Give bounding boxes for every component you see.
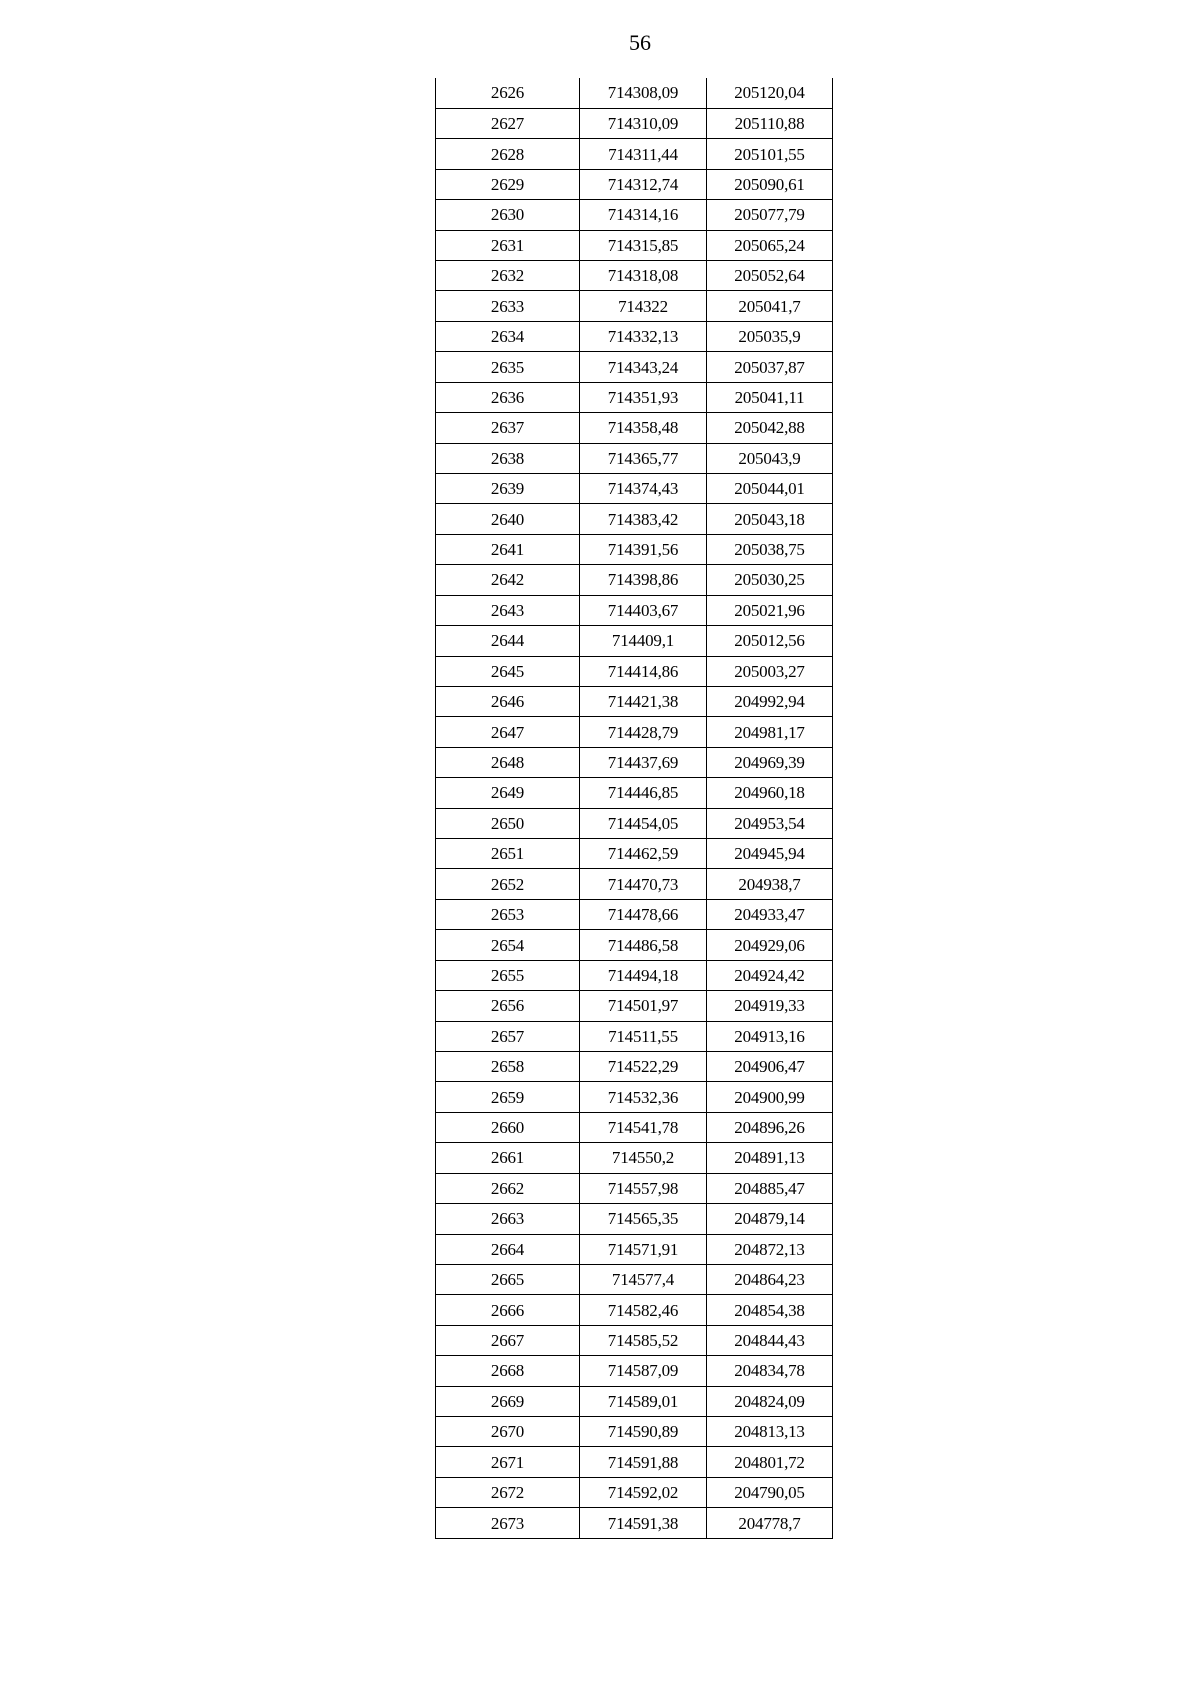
x-coordinate-cell: 714478,66: [580, 899, 707, 929]
coordinates-table: [435, 78, 833, 1539]
point-number-cell: 2657: [436, 1021, 580, 1051]
table-row: [436, 565, 833, 595]
point-number-cell: 2669: [436, 1386, 580, 1416]
x-coordinate-cell: 714582,46: [580, 1295, 707, 1325]
table-row: [436, 1143, 833, 1173]
point-number-cell: 2649: [436, 778, 580, 808]
point-number-cell: 2630: [436, 200, 580, 230]
table-row: [436, 108, 833, 138]
point-number-cell: 2668: [436, 1356, 580, 1386]
point-number-cell: 2664: [436, 1234, 580, 1264]
point-number-cell: 2629: [436, 169, 580, 199]
y-coordinate-cell: 205052,64: [707, 261, 833, 291]
y-coordinate-cell: 205030,25: [707, 565, 833, 595]
y-coordinate-cell: 204885,47: [707, 1173, 833, 1203]
table-row: [436, 1264, 833, 1294]
x-coordinate-cell: 714592,02: [580, 1477, 707, 1507]
table-row: [436, 1082, 833, 1112]
y-coordinate-cell: 205003,27: [707, 656, 833, 686]
y-coordinate-cell: 204864,23: [707, 1264, 833, 1294]
point-number-cell: 2665: [436, 1264, 580, 1294]
table-row: [436, 1204, 833, 1234]
point-number-cell: 2648: [436, 747, 580, 777]
y-coordinate-cell: 205035,9: [707, 321, 833, 351]
x-coordinate-cell: 714374,43: [580, 473, 707, 503]
x-coordinate-cell: 714494,18: [580, 960, 707, 990]
table-row: [436, 534, 833, 564]
table-row: [436, 139, 833, 169]
point-number-cell: 2673: [436, 1508, 580, 1538]
x-coordinate-cell: 714409,1: [580, 626, 707, 656]
y-coordinate-cell: 204960,18: [707, 778, 833, 808]
point-number-cell: 2639: [436, 473, 580, 503]
table-row: [436, 808, 833, 838]
y-coordinate-cell: 205090,61: [707, 169, 833, 199]
x-coordinate-cell: 714314,16: [580, 200, 707, 230]
table-row: [436, 930, 833, 960]
point-number-cell: 2642: [436, 565, 580, 595]
x-coordinate-cell: 714454,05: [580, 808, 707, 838]
y-coordinate-cell: 205038,75: [707, 534, 833, 564]
point-number-cell: 2641: [436, 534, 580, 564]
x-coordinate-cell: 714391,56: [580, 534, 707, 564]
table-row: [436, 200, 833, 230]
table-row: [436, 991, 833, 1021]
y-coordinate-cell: 204913,16: [707, 1021, 833, 1051]
point-number-cell: 2656: [436, 991, 580, 1021]
table-row: [436, 1021, 833, 1051]
point-number-cell: 2650: [436, 808, 580, 838]
x-coordinate-cell: 714414,86: [580, 656, 707, 686]
table-row: [436, 321, 833, 351]
table-row: [436, 1356, 833, 1386]
x-coordinate-cell: 714358,48: [580, 413, 707, 443]
y-coordinate-cell: 205044,01: [707, 473, 833, 503]
table-row: [436, 899, 833, 929]
y-coordinate-cell: 205037,87: [707, 352, 833, 382]
x-coordinate-cell: 714565,35: [580, 1204, 707, 1234]
point-number-cell: 2662: [436, 1173, 580, 1203]
x-coordinate-cell: 714462,59: [580, 839, 707, 869]
y-coordinate-cell: 205110,88: [707, 108, 833, 138]
y-coordinate-cell: 205043,9: [707, 443, 833, 473]
y-coordinate-cell: 205041,11: [707, 382, 833, 412]
table-row: [436, 382, 833, 412]
table-row: [436, 230, 833, 260]
x-coordinate-cell: 714308,09: [580, 78, 707, 108]
x-coordinate-cell: 714591,38: [580, 1508, 707, 1538]
point-number-cell: 2632: [436, 261, 580, 291]
y-coordinate-cell: 204938,7: [707, 869, 833, 899]
x-coordinate-cell: 714577,4: [580, 1264, 707, 1294]
y-coordinate-cell: 204929,06: [707, 930, 833, 960]
table-row: [436, 1234, 833, 1264]
point-number-cell: 2653: [436, 899, 580, 929]
point-number-cell: 2661: [436, 1143, 580, 1173]
x-coordinate-cell: 714312,74: [580, 169, 707, 199]
y-coordinate-cell: 205042,88: [707, 413, 833, 443]
point-number-cell: 2652: [436, 869, 580, 899]
y-coordinate-cell: 205120,04: [707, 78, 833, 108]
point-number-cell: 2637: [436, 413, 580, 443]
x-coordinate-cell: 714557,98: [580, 1173, 707, 1203]
y-coordinate-cell: 204790,05: [707, 1477, 833, 1507]
point-number-cell: 2643: [436, 595, 580, 625]
point-number-cell: 2667: [436, 1325, 580, 1355]
point-number-cell: 2633: [436, 291, 580, 321]
point-number-cell: 2660: [436, 1112, 580, 1142]
point-number-cell: 2663: [436, 1204, 580, 1234]
point-number-cell: 2635: [436, 352, 580, 382]
x-coordinate-cell: 714470,73: [580, 869, 707, 899]
table-row: [436, 1173, 833, 1203]
y-coordinate-cell: 204872,13: [707, 1234, 833, 1264]
table-row: [436, 1386, 833, 1416]
x-coordinate-cell: 714365,77: [580, 443, 707, 473]
x-coordinate-cell: 714403,67: [580, 595, 707, 625]
point-number-cell: 2647: [436, 717, 580, 747]
table-row: [436, 1112, 833, 1142]
x-coordinate-cell: 714501,97: [580, 991, 707, 1021]
x-coordinate-cell: 714541,78: [580, 1112, 707, 1142]
y-coordinate-cell: 204879,14: [707, 1204, 833, 1234]
y-coordinate-cell: 204891,13: [707, 1143, 833, 1173]
x-coordinate-cell: 714532,36: [580, 1082, 707, 1112]
point-number-cell: 2671: [436, 1447, 580, 1477]
point-number-cell: 2626: [436, 78, 580, 108]
x-coordinate-cell: 714310,09: [580, 108, 707, 138]
x-coordinate-cell: 714511,55: [580, 1021, 707, 1051]
table-row: [436, 261, 833, 291]
x-coordinate-cell: 714589,01: [580, 1386, 707, 1416]
x-coordinate-cell: 714421,38: [580, 686, 707, 716]
y-coordinate-cell: 204778,7: [707, 1508, 833, 1538]
table-row: [436, 656, 833, 686]
point-number-cell: 2655: [436, 960, 580, 990]
table-row: [436, 778, 833, 808]
page-number: 56: [629, 30, 651, 55]
table-row: [436, 1052, 833, 1082]
table-row: [436, 78, 833, 108]
y-coordinate-cell: 204981,17: [707, 717, 833, 747]
coordinates-table-body: [436, 78, 833, 1538]
table-row: [436, 960, 833, 990]
x-coordinate-cell: 714571,91: [580, 1234, 707, 1264]
point-number-cell: 2670: [436, 1417, 580, 1447]
y-coordinate-cell: 204953,54: [707, 808, 833, 838]
x-coordinate-cell: 714446,85: [580, 778, 707, 808]
table-row: [436, 717, 833, 747]
table-row: [436, 686, 833, 716]
y-coordinate-cell: 204906,47: [707, 1052, 833, 1082]
table-row: [436, 1447, 833, 1477]
point-number-cell: 2638: [436, 443, 580, 473]
x-coordinate-cell: 714322: [580, 291, 707, 321]
x-coordinate-cell: 714437,69: [580, 747, 707, 777]
y-coordinate-cell: 205101,55: [707, 139, 833, 169]
table-row: [436, 504, 833, 534]
x-coordinate-cell: 714315,85: [580, 230, 707, 260]
table-row: [436, 169, 833, 199]
table-row: [436, 291, 833, 321]
point-number-cell: 2634: [436, 321, 580, 351]
y-coordinate-cell: 204801,72: [707, 1447, 833, 1477]
table-row: [436, 839, 833, 869]
y-coordinate-cell: 204854,38: [707, 1295, 833, 1325]
table-row: [436, 747, 833, 777]
y-coordinate-cell: 204834,78: [707, 1356, 833, 1386]
y-coordinate-cell: 204813,13: [707, 1417, 833, 1447]
x-coordinate-cell: 714587,09: [580, 1356, 707, 1386]
table-row: [436, 443, 833, 473]
x-coordinate-cell: 714332,13: [580, 321, 707, 351]
y-coordinate-cell: 204844,43: [707, 1325, 833, 1355]
y-coordinate-cell: 204896,26: [707, 1112, 833, 1142]
x-coordinate-cell: 714590,89: [580, 1417, 707, 1447]
x-coordinate-cell: 714398,86: [580, 565, 707, 595]
x-coordinate-cell: 714522,29: [580, 1052, 707, 1082]
table-row: [436, 1325, 833, 1355]
x-coordinate-cell: 714591,88: [580, 1447, 707, 1477]
point-number-cell: 2658: [436, 1052, 580, 1082]
y-coordinate-cell: 205012,56: [707, 626, 833, 656]
y-coordinate-cell: 204933,47: [707, 899, 833, 929]
y-coordinate-cell: 205077,79: [707, 200, 833, 230]
table-row: [436, 1508, 833, 1538]
table-row: [436, 1417, 833, 1447]
y-coordinate-cell: 204992,94: [707, 686, 833, 716]
x-coordinate-cell: 714351,93: [580, 382, 707, 412]
point-number-cell: 2659: [436, 1082, 580, 1112]
point-number-cell: 2646: [436, 686, 580, 716]
x-coordinate-cell: 714343,24: [580, 352, 707, 382]
point-number-cell: 2640: [436, 504, 580, 534]
point-number-cell: 2627: [436, 108, 580, 138]
y-coordinate-cell: 205041,7: [707, 291, 833, 321]
y-coordinate-cell: 205065,24: [707, 230, 833, 260]
x-coordinate-cell: 714585,52: [580, 1325, 707, 1355]
x-coordinate-cell: 714428,79: [580, 717, 707, 747]
y-coordinate-cell: 204919,33: [707, 991, 833, 1021]
point-number-cell: 2636: [436, 382, 580, 412]
table-row: [436, 869, 833, 899]
x-coordinate-cell: 714311,44: [580, 139, 707, 169]
point-number-cell: 2644: [436, 626, 580, 656]
point-number-cell: 2651: [436, 839, 580, 869]
y-coordinate-cell: 205043,18: [707, 504, 833, 534]
point-number-cell: 2672: [436, 1477, 580, 1507]
point-number-cell: 2631: [436, 230, 580, 260]
x-coordinate-cell: 714318,08: [580, 261, 707, 291]
y-coordinate-cell: 204824,09: [707, 1386, 833, 1416]
table-row: [436, 352, 833, 382]
table-row: [436, 595, 833, 625]
y-coordinate-cell: 204969,39: [707, 747, 833, 777]
x-coordinate-cell: 714550,2: [580, 1143, 707, 1173]
point-number-cell: 2666: [436, 1295, 580, 1325]
table-row: [436, 473, 833, 503]
x-coordinate-cell: 714383,42: [580, 504, 707, 534]
y-coordinate-cell: 204945,94: [707, 839, 833, 869]
point-number-cell: 2645: [436, 656, 580, 686]
table-row: [436, 626, 833, 656]
point-number-cell: 2628: [436, 139, 580, 169]
table-row: [436, 1295, 833, 1325]
point-number-cell: 2654: [436, 930, 580, 960]
table-row: [436, 1477, 833, 1507]
x-coordinate-cell: 714486,58: [580, 930, 707, 960]
y-coordinate-cell: 204900,99: [707, 1082, 833, 1112]
table-row: [436, 413, 833, 443]
y-coordinate-cell: 204924,42: [707, 960, 833, 990]
y-coordinate-cell: 205021,96: [707, 595, 833, 625]
